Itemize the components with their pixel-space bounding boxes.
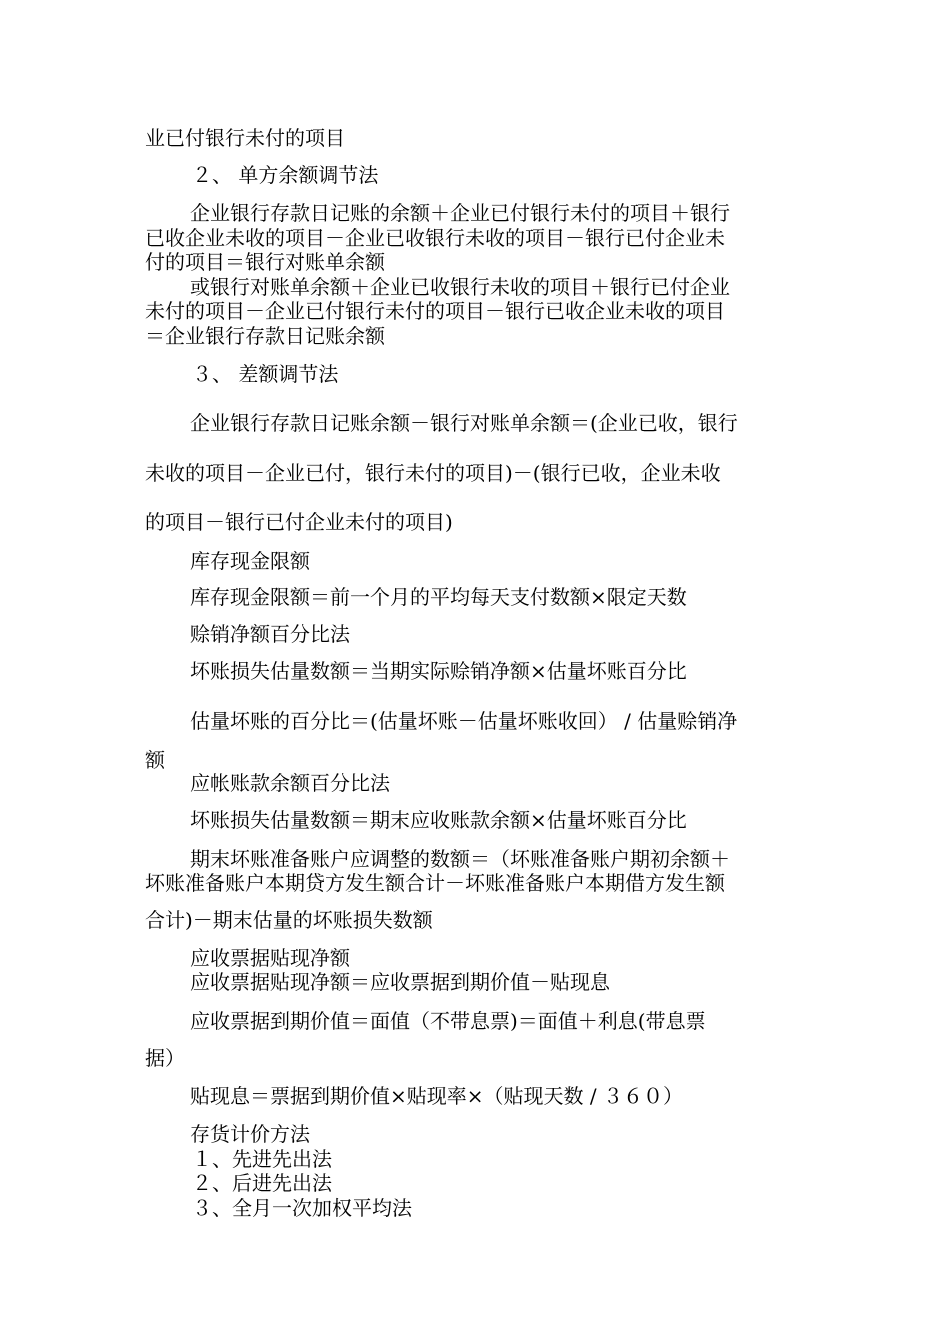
text-line: 企业银行存款日记账的余额＋企业已付银行未付的项目＋银行 bbox=[190, 201, 730, 225]
text-line: 已收企业未收的项目－企业已收银行未收的项目－银行已付企业未 bbox=[145, 226, 725, 250]
list-item: ３、全月一次加权平均法 bbox=[192, 1196, 412, 1220]
text-line: 企业银行存款日记账余额－银行对账单余额＝(企业已收，银行 bbox=[190, 411, 738, 435]
text-line: 坏账准备账户本期贷方发生额合计－坏账准备账户本期借方发生额 bbox=[145, 871, 725, 895]
section-heading: 应帐账款余额百分比法 bbox=[190, 771, 390, 795]
list-item: １、先进先出法 bbox=[192, 1147, 332, 1171]
text-line: 未付的项目－企业已付银行未付的项目－银行已收企业未收的项目 bbox=[145, 299, 725, 323]
formula-line: 估量坏账的百分比＝(估量坏账－估量坏账收回） / 估量赊销净 bbox=[190, 709, 738, 733]
formula-line: 应收票据到期价值＝面值（不带息票)＝面值＋利息(带息票 bbox=[190, 1009, 706, 1033]
formula-line: 贴现息＝票据到期价值×贴现率×（贴现天数 / ３６０） bbox=[190, 1084, 683, 1108]
text-line: 额 bbox=[145, 748, 165, 772]
section-heading: 应收票据贴现净额 bbox=[190, 946, 350, 970]
text-line: 业已付银行未付的项目 bbox=[145, 126, 345, 150]
text-line: ＝企业银行存款日记账余额 bbox=[145, 324, 385, 348]
text-line: 或银行对账单余额＋企业已收银行未收的项目＋银行已付企业 bbox=[190, 275, 730, 299]
formula-line: 库存现金限额＝前一个月的平均每天支付数额×限定天数 bbox=[190, 585, 687, 609]
list-item: ２、后进先出法 bbox=[192, 1171, 332, 1195]
text-line: 付的项目＝银行对账单余额 bbox=[145, 250, 385, 274]
text-line: 的项目－银行已付企业未付的项目) bbox=[145, 510, 453, 534]
section-heading: 赊销净额百分比法 bbox=[190, 622, 350, 646]
section-heading: ３、 差额调节法 bbox=[192, 362, 339, 386]
section-heading: ２、 单方余额调节法 bbox=[192, 163, 379, 187]
formula-line: 期末坏账准备账户应调整的数额＝（坏账准备账户期初余额＋ bbox=[190, 847, 730, 871]
formula-line: 应收票据贴现净额＝应收票据到期价值－贴现息 bbox=[190, 970, 610, 994]
formula-line: 坏账损失估量数额＝期末应收账款余额×估量坏账百分比 bbox=[190, 808, 687, 832]
section-heading: 库存现金限额 bbox=[190, 549, 310, 573]
text-line: 据） bbox=[145, 1046, 185, 1070]
text-line: 合计)－期末估量的坏账损失数额 bbox=[145, 908, 433, 932]
formula-line: 坏账损失估量数额＝当期实际赊销净额×估量坏账百分比 bbox=[190, 659, 687, 683]
text-line: 未收的项目－企业已付，银行未付的项目)－(银行已收，企业未收 bbox=[145, 461, 721, 485]
section-heading: 存货计价方法 bbox=[190, 1122, 310, 1146]
